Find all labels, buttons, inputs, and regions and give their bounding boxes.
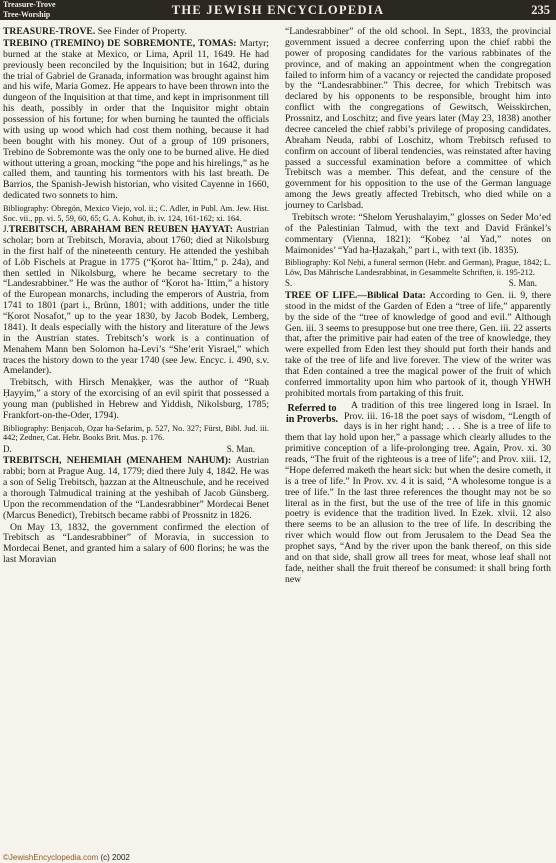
entry-text: Martyr; burned at the stake at Mexico, or Lima, April 11, 1649. He had previously been reconciled by the Inquisition; but in 1642, during the trial of Gabriel de Granada, information was brought against him and his wife, Maria Gomez. He appears to have been thrown into the dungeon of the Inquisition at that time, and kept in imprisonment till his death, possibly in order that the Inquisitor might obtain possession of his fortune; for when burning he taunted the officials with using up wood which had cost them nothing, because it had been bought with his money. Out of a group of 109 prisoners, Trebino de Sobremonte was the only one to be burned alive. He died without uttering a groan, mocking “the pope and his hirelings,” as he called them, and taunting his tormentors with his last breath. De Barrios, the Spanish-Jewish historian, who visited Cayenne in 1660, dedicated two sonnets to him. [3,37,269,202]
entry-text: See Finder of Property. [95,26,187,37]
paragraph: Trebitsch, with Hirsch Menaḳḳer, was the author of “Ruaḥ Ḥayyim,” a story of the exorcising of an evil spirit that possessed a young man (published in Hebrew and Yiddish, Nikolsburg, 1785; Frankfort-on-the-Oder, 1794). [3,377,269,421]
paragraph: Trebitsch wrote: “Shelom Yerushalayim,” glosses on Seder Mo‘ed of the Palestinian Talmud, with the text and David Fränkel’s commentary (Vienna, 1821); “Ḳobeẓ ‘al Yad,” notes on Maimonides’ “Yad ha-Ḥazaḳah,” part i., with text (ib. 1835). [285,211,551,256]
entry-tree-of-life [285,291,551,400]
bibliography: Bibliography: Kol Neḥi, a funeral sermon (Hebr. and German), Prague, 1842; L. Löw, Das Mährische Landesrabbinat, in Gesammelte Schriften, ii. 195-212. [285,258,551,277]
signature [3,444,269,455]
entry-abraham [3,225,269,377]
running-head-first: Treasure-Trove [3,0,56,9]
footer-site-link[interactable]: ©JewishEncyclopedia.com [3,853,99,862]
page-title: THE JEWISH ENCYCLOPEDIA [171,3,385,17]
entry-treasure-trove [3,27,269,38]
entry-heading: TREBINO (TREMINO) DE SOBREMONTE, TOMAS: [3,37,237,49]
entry-heading: TREASURE-TROVE. [3,26,96,37]
entry-text: According to Gen. ii. 9, there stood in the midst of the Garden of Eden a “tree of life,” apparently by the side of the “tree of knowledge of good and evil.” Although Gen. iii. 3 seems to presuppose but one tree there, Gen. iii. 22 asserts that, after the primitive pair had eaten of the tree of knowledge, they were expelled from Eden lest they should put forth their hands and take of the tree of life and live forever. The view of the writer was that Eden contained a tree the magical power of the fruit of which conferred immortality upon him who partook of it, though YHWH prohibited mortals from partaking of this fruit. [285,289,551,399]
footer-copyright: (c) 2002 [98,853,130,862]
paragraph: On May 13, 1832, the government confirmed the election of Trebitsch as “Landesrabbiner” of Moravia, in succession to Mordecai Benet, and granted him a salary of 600 florins; he was the last Moravian [3,521,269,566]
entry-heading: TREE OF LIFE.—Biblical Data: [285,289,426,301]
right-column [285,27,551,587]
entry-trebino [3,39,269,202]
entry-text: Austrian scholar; born at Trebitsch, Moravia, about 1760; died at Nikolsburg in the first half of the nineteenth century. He attended the yeshibah of Löb Fischels at Prague in 1775 (“Ḳorot ha-ʿIttim,” p. 24a), and then settled in Nikolsburg, where he became secretary to the “Landesrabbiner.” He was the author of “Ḳorot ha-ʿIttim,” a history of the European monarchs, including the emperors of Austria, from 1741 to 1801 (part i., Brünn, 1801; with additions, under the title “Ḳorot Nosafot,” up to the year 1830, by Jacob Bodek, Lemberg, 1841). It deals especially with the history and literature of the Jews in the Austrian states. Trebitsch’s work is a continuation of Menahem Mann ben Solomon ha-Levi’s “She’erit Yisrael,” which traces the history down to the year 1740 (see Jew. Encyc. i. 490, s.v. Amelander). [3,224,269,377]
page-header [0,0,556,20]
entry-heading: TREBITSCH, NEHEMIAH (MENAHEM NAHUM): [3,455,232,467]
side-note: Referred to in Proverbs. [285,402,339,426]
entry-heading: TREBITSCH, ABRAHAM BEN REUBEN ḤAYYAT: [8,224,233,235]
signature-left: J. [3,224,9,234]
entry-text: Austrian rabbi; born at Prague Aug. 14, 1779; died there July 4, 1842. He was a son of Selig Trebitsch, ḥazzan at the Altneuschule, and he received a thorough Talmudical training at the yeshibah of Jacob Günsberg. Upon the recommendation of the “Landesrabbiner” Mordecai Benet (Marcus Benedict), Trebitsch became rabbi of Prossnitz in 1826. [3,455,269,521]
signature-left: D. [3,443,12,454]
bibliography: Bibliography: Benjacob, Oẓar ha-Sefarim, p. 527, No. 327; Fürst, Bibl. Jud. iii. 442; Zedner, Cat. Hebr. Books Brit. Mus. p. 176. [3,423,269,443]
signature-right: S. Man. [226,443,255,454]
signature-right: S. Man. [508,278,537,289]
paragraph [285,401,551,586]
footer [3,853,130,862]
paragraph: “Landesrabbiner” of the old school. In Sept., 1833, the provincial government issued a decree conferring upon the chief rabbi the power of proposing candidates for the various rabbinates of the province, and of making an appointment when the congregation failed to inform him of a vacancy or rejected the candidate proposed by the “Landesrabbiner.” This decree, for which Trebitsch was declared by his opponents to be responsible, brought him into conflict with the congregations of Gewitsch, Weisskirchen, Prossnitz, and Loschitz; and five years later (May 23, 1838) another decree canceled the chief rabbi’s privilege of proposing candidates. Abraham Neuda, rabbi of Loschitz, whom Trebitsch refused to confirm on account of liberal tendencies, was reinstated after having passed a successful examination before a committee of which Trebitsch was a member. This defeat, and the censure of the government for his opposition to the use of the German language among the Jews greatly affected Trebitsch, who died while on a journey to Carlsbad. [285,26,551,211]
entry-nehemiah [3,456,269,521]
paragraph-text: A tradition of this tree lingered long in Israel. In Prov. iii. 16-18 the poet says of wisdom, “Length of days is in her right hand; . . . She is a tree of life to them that lay hold upon her,” a passage which clearly alludes to the primitive conception of a life-prolonging tree. Again, Prov. xi. 30 reads, “The fruit of the righteous is a tree of life”; and Prov. xiii. 12, “Hope deferred maketh the heart sick: but when the desire cometh, it is a tree of life.” In Prov. xv. 4 it is said, “A wholesome tongue is a tree of life.” In the last three references the thought may not be so literal as in the first, but the use of the tree of life in this gnomic poetry is evidence that the tradition lived. In Ezek. xlvii. 12 also there seems to be an allusion to the tree of life. In describing the river which would flow out from Jerusalem to the Dead Sea the prophet says, “And by the river upon the bank thereof, on this side and on that side, shall grow all trees for meat, whose leaf shall not fade, neither shall the fruit thereof be consumed: it shall bring forth new [285,399,551,585]
signature-left: S. [285,278,293,289]
bibliography: Bibliography: Obregón, Mexico Viejo, vol. ii.; C. Adler, in Publ. Am. Jew. Hist. Soc. vii., pp. vi. 5, 59, 60, 65; G. A. Kohut, ib. iv. 124, 161-162; xi. 164. [3,204,269,223]
page-number: 235 [531,3,550,17]
running-head-last: Tree-Worship [3,9,51,19]
left-column [3,27,269,567]
signature [285,278,551,289]
